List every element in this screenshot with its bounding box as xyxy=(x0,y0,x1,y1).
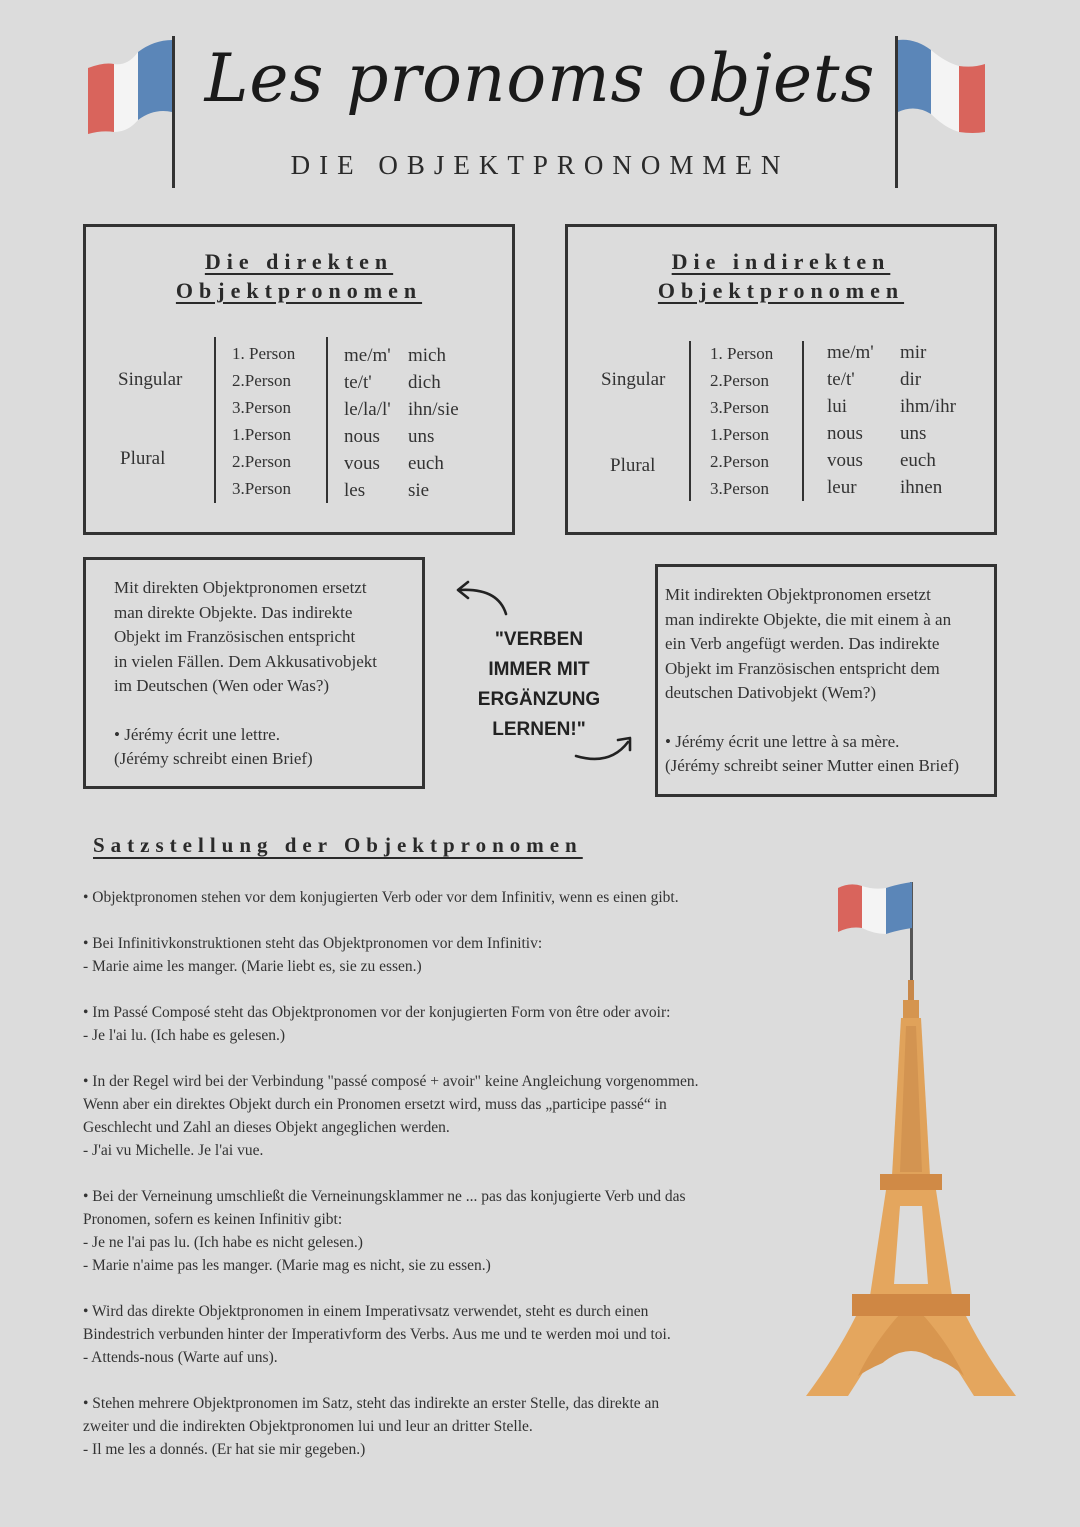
indirect-table-heading-line1: Die indirekten xyxy=(671,249,891,274)
center-note: "VERBEN IMMER MIT ERGÄNZUNG LERNEN!" xyxy=(477,629,601,740)
list-item: • Im Passé Composé steht das Objektpronomen vor der konjugierten Form von être oder avoir: - Je l'ai lu. (Ich habe es gelesen.) xyxy=(83,1004,671,1044)
french-pronoun-column: me/m' te/t' le/la/l' nous vous les xyxy=(344,345,391,501)
indirect-pronouns-table xyxy=(565,224,997,535)
text-line: Mit indirekten Objektpronomen ersetzt xyxy=(665,585,931,604)
singular-label: Singular xyxy=(118,369,183,390)
text-line: ein Verb angefügt werden. Das indirekte xyxy=(665,634,940,653)
curved-arrow-icon xyxy=(570,730,636,766)
example-translation: (Jérémy schreibt seiner Mutter einen Brief) xyxy=(665,756,960,775)
eiffel-tower-icon xyxy=(800,876,1036,1408)
section-heading: Satzstellung der Objektpronomen xyxy=(93,833,583,857)
text-line: Objekt im Französischen entspricht dem xyxy=(665,658,940,678)
page-title: Les pronoms objets xyxy=(204,40,876,117)
indirect-explanation-box xyxy=(655,564,997,797)
text-line: Objekt im Französischen entspricht xyxy=(114,627,356,646)
person-column: 1. Person 2.Person 3.Person 1.Person 2.Person 3.Person xyxy=(232,344,296,498)
list-item: • Stehen mehrere Objektpronomen im Satz, steht das indirekte an erster Stelle, das direkte an zweiter und die indirekten Objektpronomen lui und leur an dritter Stelle. - Il me les a donnés. (Er hat sie mir gegeben.) xyxy=(83,1395,660,1458)
french-pronoun-column: me/m' te/t' lui nous vous leur xyxy=(827,342,874,498)
indirect-table-heading-line2: Objektpronomen xyxy=(657,278,905,303)
example-sentence: • Jérémy écrit une lettre. xyxy=(114,724,280,744)
person-column: 1. Person 2.Person 3.Person 1.Person 2.Person 3.Person xyxy=(710,344,774,498)
direct-table-heading-line1: Die direkten xyxy=(204,249,394,274)
list-item: • In der Regel wird bei der Verbindung "passé composé + avoir" keine Angleichung vorgenommen. Wenn aber ein direktes Objekt durch ein Pronomen ersetzt wird, muss das „participe passé“ in Geschlecht und Zahl an dieses Objekt angeglichen werden. - J'ai vu Michelle. Je l'ai vue. xyxy=(83,1073,699,1159)
table-divider xyxy=(689,341,691,501)
text-line: man indirekte Objekte, die mit einem à an xyxy=(665,609,952,629)
direct-table-heading-line2: Objektpronomen xyxy=(175,278,423,303)
table-divider xyxy=(802,341,804,501)
text-line: im Deutschen (Wen oder Was?) xyxy=(114,676,330,695)
singular-label: Singular xyxy=(601,369,666,390)
plural-label: Plural xyxy=(120,448,166,469)
german-pronoun-column: mir dir ihm/ihr uns euch ihnen xyxy=(900,342,956,498)
direct-explanation-box xyxy=(83,557,425,789)
example-translation: (Jérémy schreibt einen Brief) xyxy=(114,749,313,768)
curved-arrow-icon xyxy=(452,578,514,618)
list-item: • Objektpronomen stehen vor dem konjugierten Verb oder vor dem Infinitiv, wenn es einen gibt. xyxy=(83,889,679,906)
table-divider xyxy=(326,337,328,503)
example-sentence: • Jérémy écrit une lettre à sa mère. xyxy=(665,731,900,751)
list-item: • Bei Infinitivkonstruktionen steht das Objektpronomen vor dem Infinitiv: - Marie aime les manger. (Marie liebt es, sie zu essen.) xyxy=(83,935,543,975)
text-line: in vielen Fällen. Dem Akkusativobjekt xyxy=(114,651,377,671)
direct-pronouns-table xyxy=(83,224,515,535)
text-line: Mit direkten Objektpronomen ersetzt xyxy=(114,578,367,597)
german-pronoun-column: mich dich ihn/sie uns euch sie xyxy=(408,345,459,501)
rules-list xyxy=(83,886,783,1484)
table-divider xyxy=(214,337,216,503)
list-item: • Bei der Verneinung umschließt die Verneinungsklammer ne ... pas das konjugierte Verb und das Pronomen, sofern es keinen Infinitiv gibt: - Je ne l'ai pas lu. (Ich habe es nicht gelesen.) - Marie n'aime pas les manger. (Marie mag es nicht, sie zu essen.) xyxy=(83,1188,686,1274)
list-item: • Wird das direkte Objektpronomen in einem Imperativsatz verwendet, steht es durch einen Bindestrich verbunden hinter der Imperativform des Verbs. Aus me und te werden moi und toi. - Attends-nous (Warte auf uns). xyxy=(83,1303,671,1366)
text-line: man direkte Objekte. Das indirekte xyxy=(114,602,353,622)
page-subtitle: DIE OBJEKTPRONOMMEN xyxy=(290,150,790,180)
text-line: deutschen Dativobjekt (Wem?) xyxy=(665,683,877,702)
plural-label: Plural xyxy=(610,455,656,476)
